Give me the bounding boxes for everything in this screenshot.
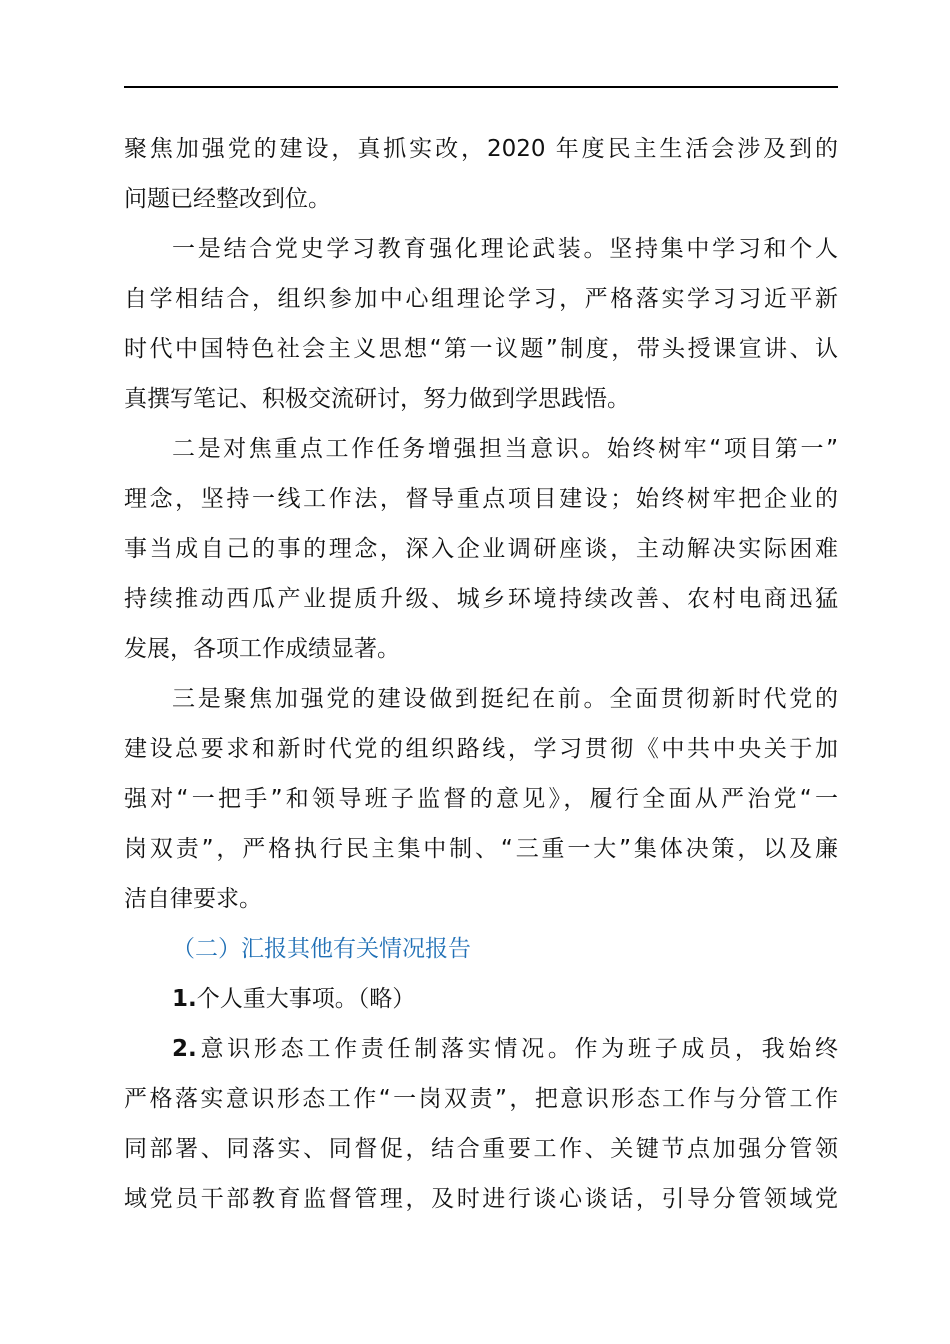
paragraph-line: 强对“一把手”和领导班子监督的意见》，履行全面从严治党“一 (124, 786, 838, 812)
paragraph-line: 真撰写笔记、积极交流研讨，努力做到学思践悟。 (124, 386, 630, 412)
item-text: 意识形态工作责任制落实情况。作为班子成员，我始终 (196, 1036, 838, 1062)
paragraph-line: 岗双责”，严格执行民主集中制、“三重一大”集体决策，以及廉 (124, 836, 838, 862)
item-number: 2. (172, 1036, 197, 1062)
item-number: 1. (172, 986, 197, 1012)
paragraph-line: 严格落实意识形态工作“一岗双责”，把意识形态工作与分管工作 (124, 1086, 838, 1112)
numbered-item-2 (124, 1024, 838, 1074)
document-page (124, 0, 838, 1344)
document-body (124, 124, 838, 1224)
paragraph-line: 时代中国特色社会主义思想“第一议题”制度，带头授课宣讲、认 (124, 336, 838, 362)
paragraph-line: 建设总要求和新时代党的组织路线，学习贯彻《中共中央关于加 (124, 736, 838, 762)
paragraph-line: 自学相结合，组织参加中心组理论学习，严格落实学习习近平新 (124, 286, 838, 312)
numbered-item-1 (124, 974, 838, 1024)
paragraph-line: 洁自律要求。 (124, 886, 262, 912)
section-heading: （二）汇报其他有关情况报告 (172, 936, 471, 962)
paragraph-line: 事当成自己的事的理念，深入企业调研座谈，主动解决实际困难 (124, 536, 838, 562)
paragraph-line: 一是结合党史学习教育强化理论武装。坚持集中学习和个人 (172, 236, 838, 262)
paragraph-line: 二是对焦重点工作任务增强担当意识。始终树牢“项目第一” (172, 436, 838, 462)
paragraph-line: 同部署、同落实、同督促，结合重要工作、关键节点加强分管领 (124, 1136, 838, 1162)
paragraph-line: 持续推动西瓜产业提质升级、城乡环境持续改善、农村电商迅猛 (124, 586, 838, 612)
paragraph-line: 聚焦加强党的建设，真抓实改，2020 年度民主生活会涉及到的 (124, 136, 838, 162)
paragraph-line: 三是聚焦加强党的建设做到挺纪在前。全面贯彻新时代党的 (172, 686, 838, 712)
paragraph-line: 域党员干部教育监督管理，及时进行谈心谈话，引导分管领域党 (124, 1186, 838, 1212)
paragraph-line: 问题已经整改到位。 (124, 186, 331, 212)
item-text: 个人重大事项。（略） (196, 986, 416, 1012)
paragraph-line: 理念，坚持一线工作法，督导重点项目建设；始终树牢把企业的 (124, 486, 838, 512)
header-rule (124, 86, 838, 88)
paragraph-line: 发展，各项工作成绩显著。 (124, 636, 400, 662)
